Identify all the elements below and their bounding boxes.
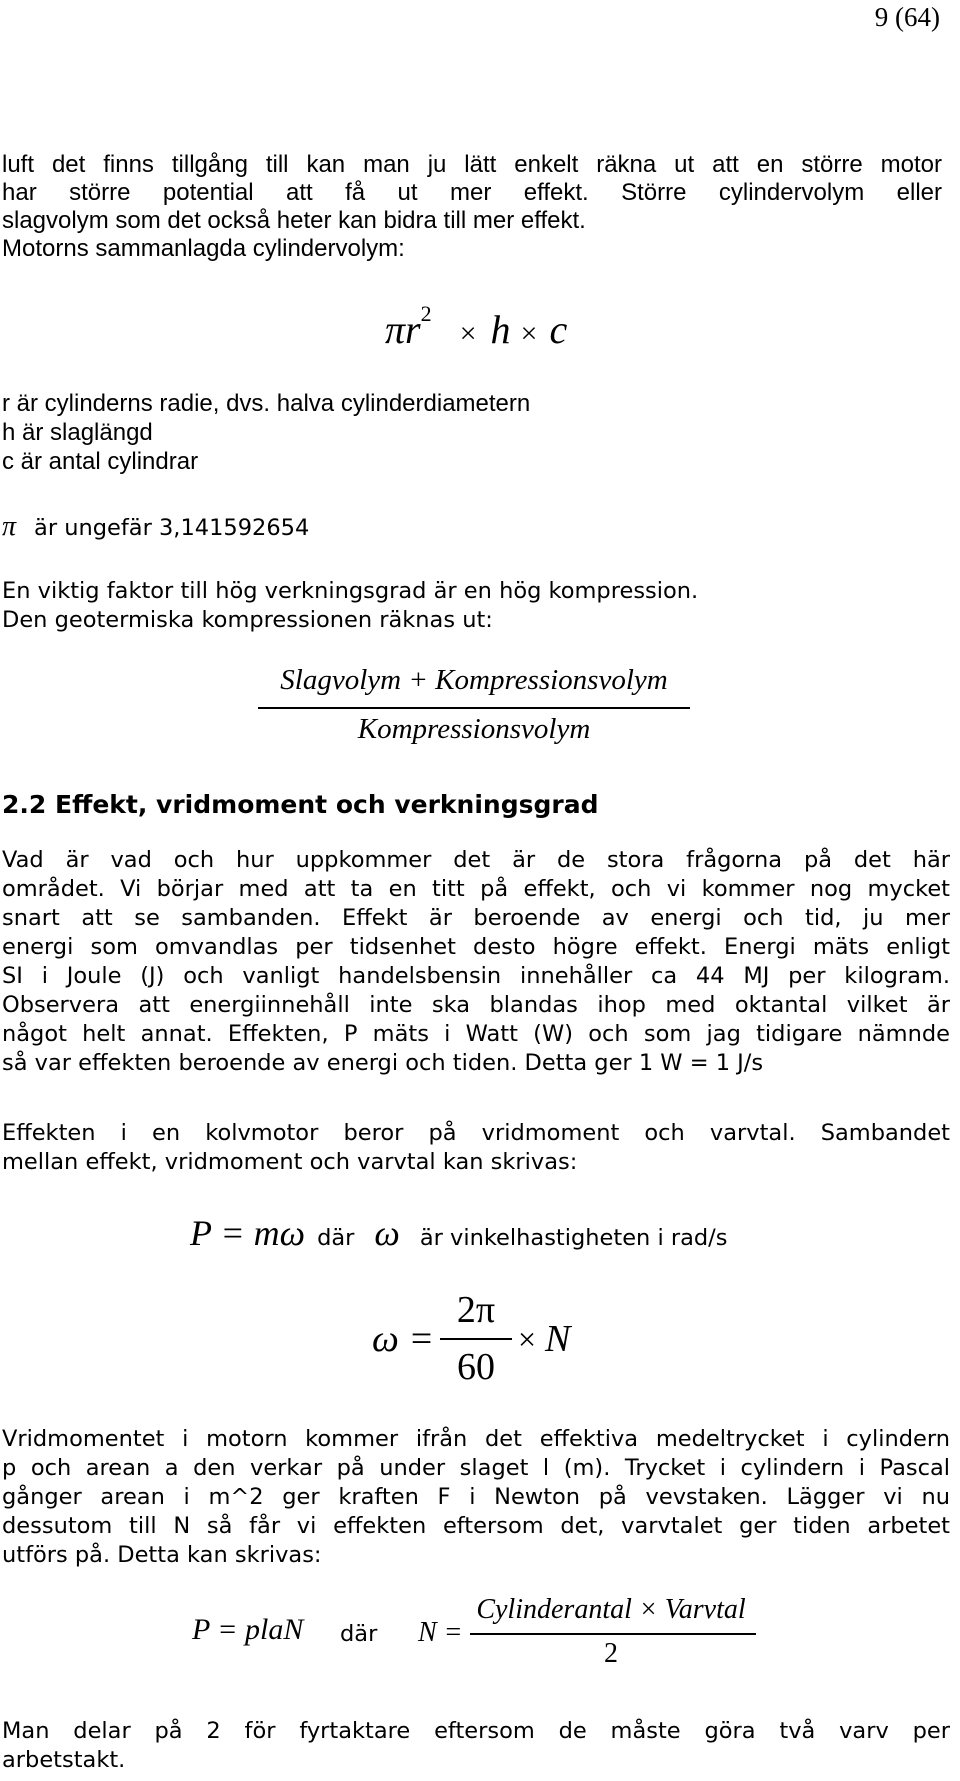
text-line: luft det finns tillgång till kan man ju lätt enkelt räkna ut att en större motor	[2, 151, 942, 178]
paragraph-effekt	[2, 847, 950, 1087]
text-line: SI i Joule (J) och vanligt handelsbensin innehåller ca 44 MJ per kilogram.	[2, 963, 950, 989]
variable-n: N	[545, 1318, 571, 1360]
dar-word: där	[340, 1621, 378, 1647]
omega-denominator: 60	[457, 1346, 495, 1388]
variable-r: r	[405, 307, 421, 352]
text-line: något helt annat. Effekten, P mäts i Watt (W) och som jag tidigare nämnde	[2, 1021, 950, 1047]
intro-paragraph	[2, 151, 942, 266]
pi-definition	[2, 511, 309, 543]
text-line: Man delar på 2 för fyrtaktare eftersom de måste göra två varv per	[2, 1718, 950, 1744]
pi-symbol: π	[385, 307, 406, 352]
text-line: dessutom till N så får vi effekten eftersom det, varvtalet ger tiden arbetet	[2, 1513, 950, 1539]
text-line: snart att se sambanden. Effekt är beroende av energi och tid, ju mer	[2, 905, 950, 931]
definition-c: c är antal cylindrar	[2, 448, 199, 475]
page-number: 9 (64)	[874, 2, 940, 32]
plan-numerator: Cylinderantal × Varvtal	[476, 1594, 746, 1625]
compression-paragraph	[2, 578, 902, 638]
paragraph-vridmoment	[2, 1426, 950, 1576]
definition-r: r är cylinderns radie, dvs. halva cylinderdiametern	[2, 390, 531, 417]
text-line: Den geotermiska kompressionen räknas ut:	[2, 607, 493, 633]
n-equals: N =	[418, 1617, 463, 1648]
variable-h: h	[490, 307, 511, 352]
text-line: så var effekten beroende av energi och tiden. Detta ger 1 W = 1 J/s	[2, 1050, 764, 1076]
text-line: området. Vi börjar med att ta en titt på effekt, och vi kommer nog mycket	[2, 876, 950, 902]
fraction-bar	[258, 707, 690, 709]
text-line: mellan effekt, vridmoment och varvtal kan skrivas:	[2, 1149, 578, 1175]
text-line: En viktig faktor till hög verkningsgrad är en hög kompression.	[2, 578, 699, 604]
omega-lhs: ω =	[372, 1318, 434, 1360]
plan-denominator: 2	[604, 1638, 618, 1669]
fraction-bar	[440, 1338, 512, 1340]
formula-power	[190, 1212, 728, 1254]
paragraph-fyrtaktare	[2, 1718, 950, 1778]
formula-lhs: P = mω	[190, 1213, 306, 1253]
text-line: utförs på. Detta kan skrivas:	[2, 1542, 322, 1568]
definition-h: h är slaglängd	[2, 419, 153, 446]
text-line: Vad är vad och hur uppkommer det är de stora frågorna på det här	[2, 847, 950, 873]
formula-plan-lhs: P = plaN	[192, 1613, 304, 1646]
times-sign: ×	[520, 317, 538, 350]
text-line: Motorns sammanlagda cylindervolym:	[2, 235, 405, 262]
omega-numerator: 2π	[456, 1289, 496, 1331]
compression-numerator: Slagvolym + Kompressionsvolym	[280, 664, 668, 696]
text-line: gånger arean i m^2 ger kraften F i Newton på vevstaken. Lägger vi nu	[2, 1484, 950, 1510]
compression-denominator: Kompressionsvolym	[357, 713, 591, 745]
pi-symbol: π	[2, 511, 17, 542]
exponent: 2	[420, 301, 432, 326]
text-line: p och arean a den verkar på under slaget l (m). Trycket i cylindern i Pascal	[2, 1455, 950, 1481]
text-line: har större potential att få ut mer effekt. Större cylindervolym eller	[2, 179, 942, 206]
text-line: Observera att energiinnehåll inte ska blandas ihop med oktantal vilket är	[2, 992, 950, 1018]
text-line: arbetstakt.	[2, 1747, 126, 1773]
section-heading: 2.2 Effekt, vridmoment och verkningsgrad	[2, 790, 599, 819]
definitions-list	[2, 390, 902, 480]
paragraph-kolvmotor	[2, 1120, 950, 1180]
pi-value: är ungefär 3,141592654	[34, 515, 310, 541]
fraction-bar	[470, 1633, 756, 1635]
omega-description: är vinkelhastigheten i rad/s	[419, 1225, 728, 1251]
text-line: energi som omvandlas per tidsenhet desto högre effekt. Energi mäts enligt	[2, 934, 950, 960]
dar-word: där	[317, 1225, 355, 1251]
text-line: slagvolym som det också heter kan bidra till mer effekt.	[2, 207, 586, 234]
variable-c: c	[549, 307, 568, 352]
omega-symbol: ω	[374, 1213, 400, 1253]
times-sign: ×	[459, 317, 477, 350]
text-line: Vridmomentet i motorn kommer ifrån det effektiva medeltrycket i cylindern	[2, 1426, 950, 1452]
text-line: Effekten i en kolvmotor beror på vridmoment och varvtal. Sambandet	[2, 1120, 950, 1146]
formula-cylinder-volume	[385, 301, 568, 353]
times-sign: ×	[518, 1321, 537, 1357]
